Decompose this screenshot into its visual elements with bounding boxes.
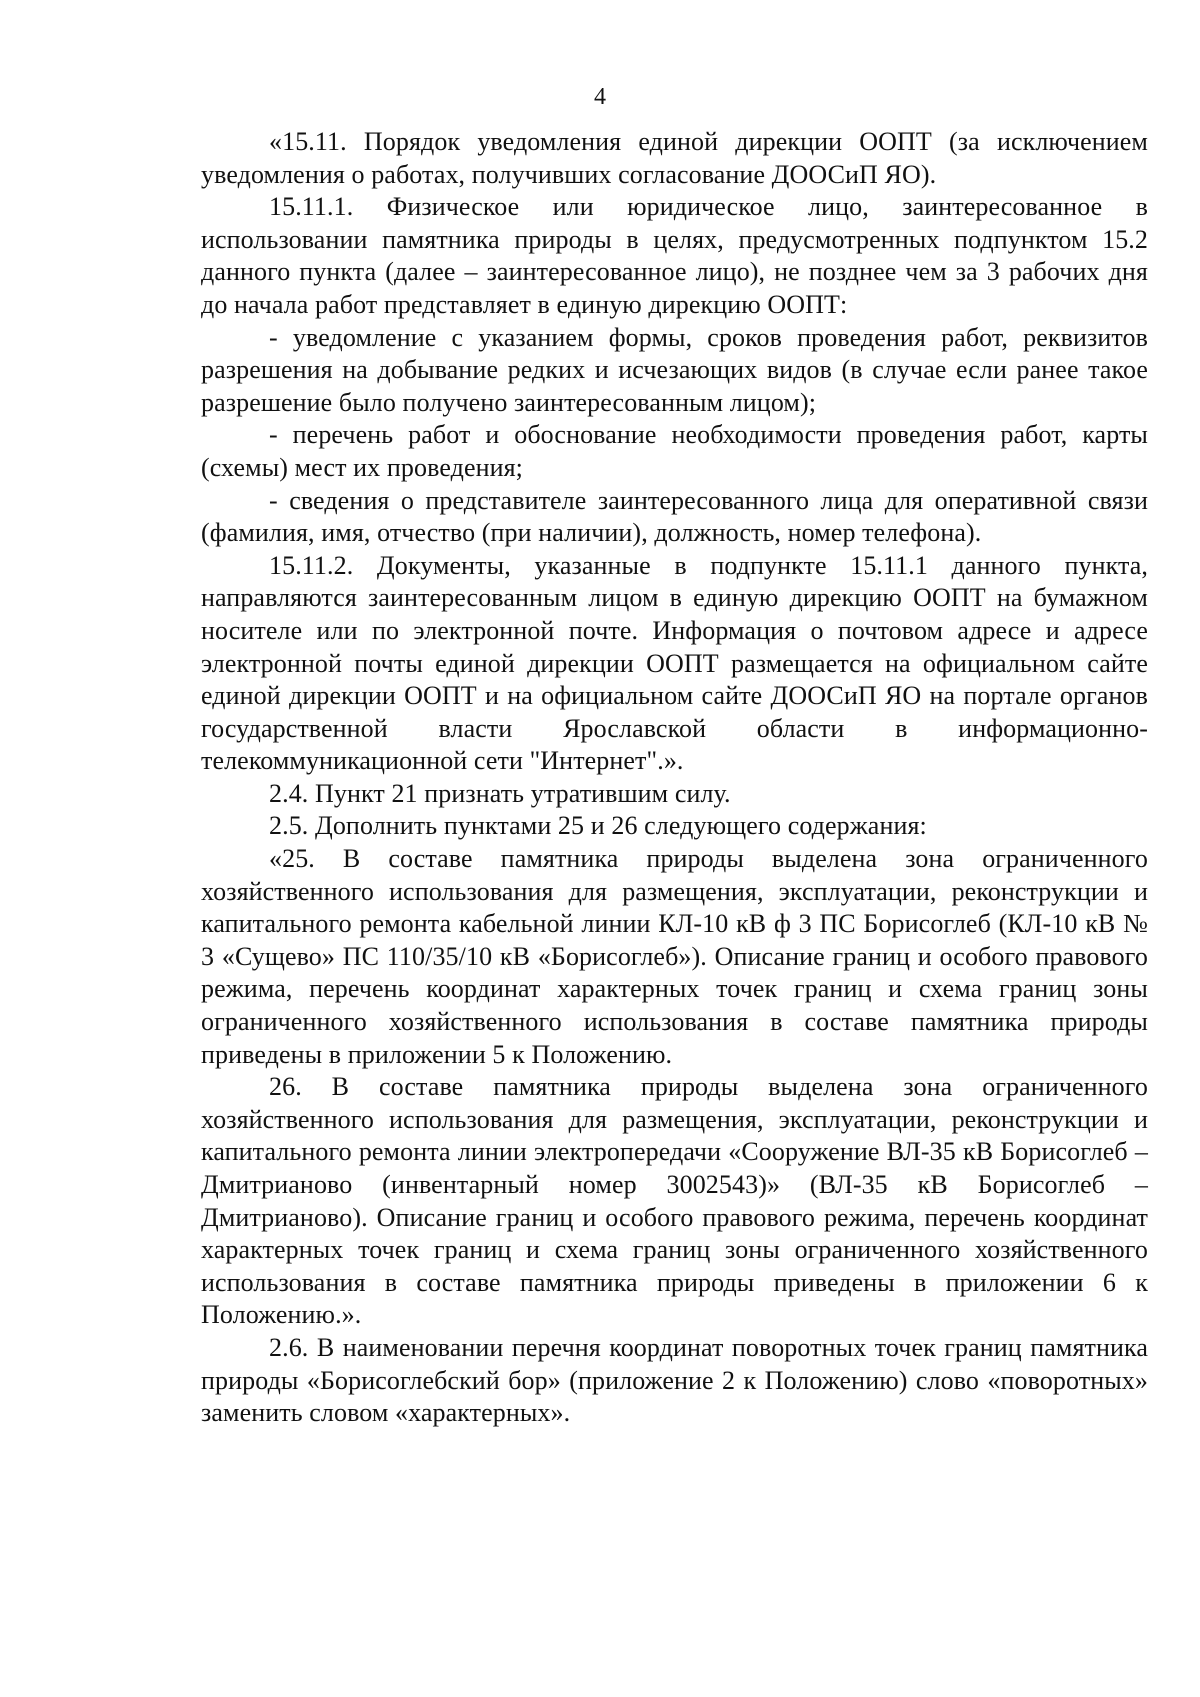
document-body	[201, 126, 1148, 1430]
list-item-representative: - сведения о представителе заинтересованного лица для оперативной связи (фамилия, имя, отчество (при наличии), должность, номер телефона).	[201, 485, 1148, 548]
paragraph-2-5: 2.5. Дополнить пунктами 25 и 26 следующего содержания:	[269, 811, 927, 841]
paragraph-15-11-2: 15.11.2. Документы, указанные в подпункте 15.11.1 данного пункта, направляются заинтересованным лицом в единую дирекцию ООПТ на бумажном носителе или по электронной почте. Информация о почтовом адресе и адресе электронной почты единой дирекции ООПТ размещается на официальном сайте единой дирекции ООПТ и на официальном сайте ДООСиП ЯО на портале органов государственной власти Ярославской области в информационно-телекоммуникационной сети "Интернет".».	[201, 550, 1148, 776]
paragraph-2-6: 2.6. В наименовании перечня координат поворотных точек границ памятника природы «Борисоглебский бор» (приложение 2 к Положению) слово «поворотных» заменить словом «характерных».	[201, 1332, 1148, 1428]
list-item-works-list: - перечень работ и обоснование необходимости проведения работ, карты (схемы) мест их проведения;	[201, 420, 1148, 482]
page-number: 4	[594, 84, 606, 110]
list-item-notification: - уведомление с указанием формы, сроков проведения работ, реквизитов разрешения на добывание редких и исчезающих видов (в случае если ранее такое разрешение было получено заинтересованным лицом);	[201, 322, 1148, 417]
paragraph-15-11: «15.11. Порядок уведомления единой дирекции ООПТ (за исключением уведомления о работах, получивших согласование ДООСиП ЯО).	[201, 127, 1148, 189]
paragraph-25: «25. В составе памятника природы выделена зона ограниченного хозяйственного использования для размещения, эксплуатации, реконструкции и капитального ремонта кабельной линии КЛ-10 кВ ф 3 ПС Борисоглеб (КЛ-10 кВ № 3 «Сущево» ПС 110/35/10 кВ «Борисоглеб»). Описание границ и особого правового режима, перечень координат характерных точек границ и схема границ зоны ограниченного хозяйственного использования в составе памятника природы приведены в приложении 5 к Положению.	[201, 844, 1148, 1069]
paragraph-26: 26. В составе памятника природы выделена зона ограниченного хозяйственного использования для размещения, эксплуатации, реконструкции и капитального ремонта линии электропередачи «Сооружение ВЛ-35 кВ Борисоглеб – Дмитрианово (инвентарный номер 3002543)» (ВЛ-35 кВ Борисоглеб – Дмитрианово). Описание границ и особого правового режима, перечень координат характерных точек границ и схема границ зоны ограниченного хозяйственного использования в составе памятника природы приведены в приложении 6 к Положению.».	[201, 1072, 1148, 1330]
paragraph-2-4: 2.4. Пункт 21 признать утратившим силу.	[269, 778, 731, 808]
paragraph-15-11-1: 15.11.1. Физическое или юридическое лицо, заинтересованное в использовании памятника природы в целях, предусмотренных подпунктом 15.2 данного пункта (далее – заинтересованное лицо), не позднее чем за 3 рабочих дня до начала работ представляет в единую дирекцию ООПТ:	[201, 192, 1148, 319]
